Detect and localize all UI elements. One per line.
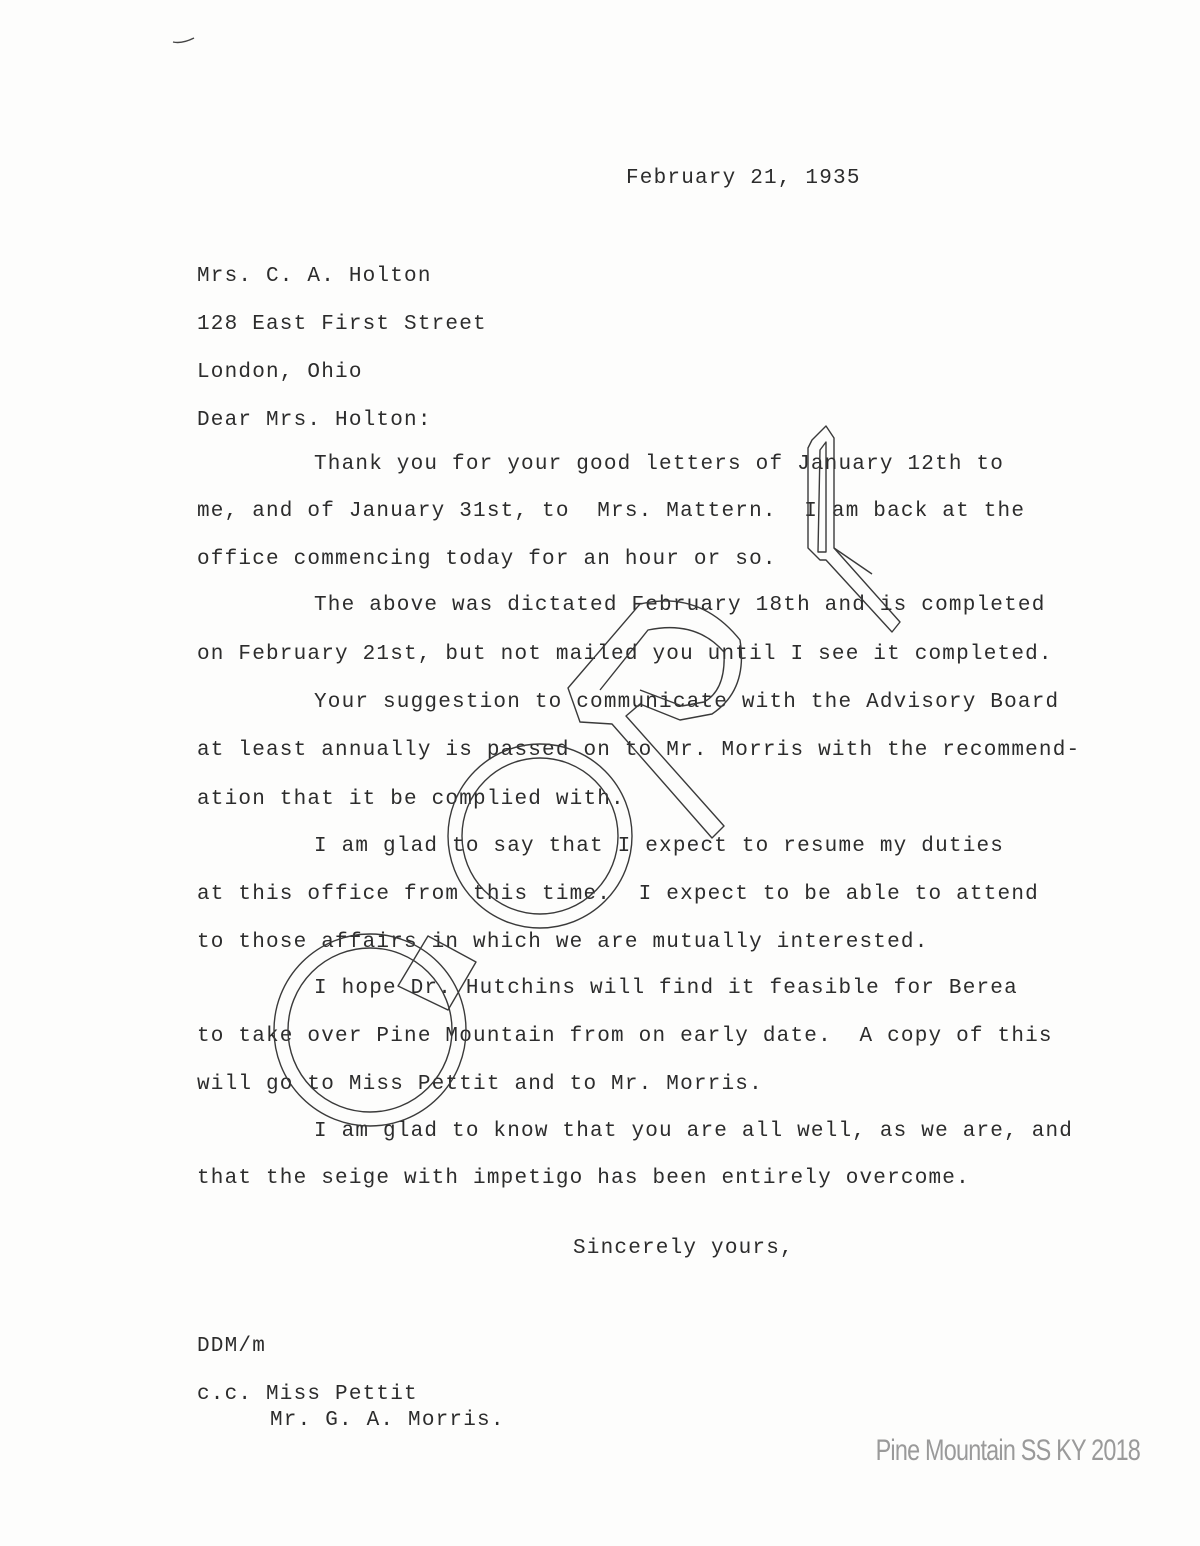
body-line: at this office from this time. I expect to be able to attend	[197, 883, 1039, 906]
salutation: Dear Mrs. Holton:	[197, 409, 432, 432]
body-line: to those affairs in which we are mutually interested.	[197, 931, 929, 954]
cc-line-1: c.c. Miss Pettit	[197, 1383, 418, 1406]
recipient-name: Mrs. C. A. Holton	[197, 265, 432, 288]
body-line: I am glad to say that I expect to resume my duties	[314, 835, 1005, 858]
letter-date: February 21, 1935	[626, 167, 861, 190]
body-line: I am glad to know that you are all well, as we are, and	[314, 1120, 1074, 1143]
typist-initials: DDM/m	[197, 1335, 267, 1358]
cc-line-2: Mr. G. A. Morris.	[270, 1409, 505, 1432]
body-line: Thank you for your good letters of January 12th to	[314, 453, 1005, 476]
body-line: at least annually is passed on to Mr. Morris with the recommend-	[197, 739, 1081, 762]
body-line: me, and of January 31st, to Mrs. Mattern. I am back at the	[197, 500, 1026, 523]
closing: Sincerely yours,	[573, 1237, 794, 1260]
body-line: on February 21st, but not mailed you until I see it completed.	[197, 643, 1053, 666]
recipient-street: 128 East First Street	[197, 313, 487, 336]
archive-watermark: Pine Mountain SS KY 2018	[875, 1434, 1140, 1467]
pen-mark	[172, 36, 196, 46]
body-line: ation that it be complied with.	[197, 788, 625, 811]
body-line: that the seige with impetigo has been entirely overcome.	[197, 1167, 970, 1190]
recipient-city: London, Ohio	[197, 361, 363, 384]
body-line: The above was dictated February 18th and is completed	[314, 594, 1046, 617]
body-line: will go to Miss Pettit and to Mr. Morris.	[197, 1073, 763, 1096]
body-line: office commencing today for an hour or so.	[197, 548, 777, 571]
body-line: I hope Dr. Hutchins will find it feasible for Berea	[314, 977, 1018, 1000]
body-line: to take over Pine Mountain from on early date. A copy of this	[197, 1025, 1053, 1048]
body-line: Your suggestion to communicate with the Advisory Board	[314, 691, 1060, 714]
